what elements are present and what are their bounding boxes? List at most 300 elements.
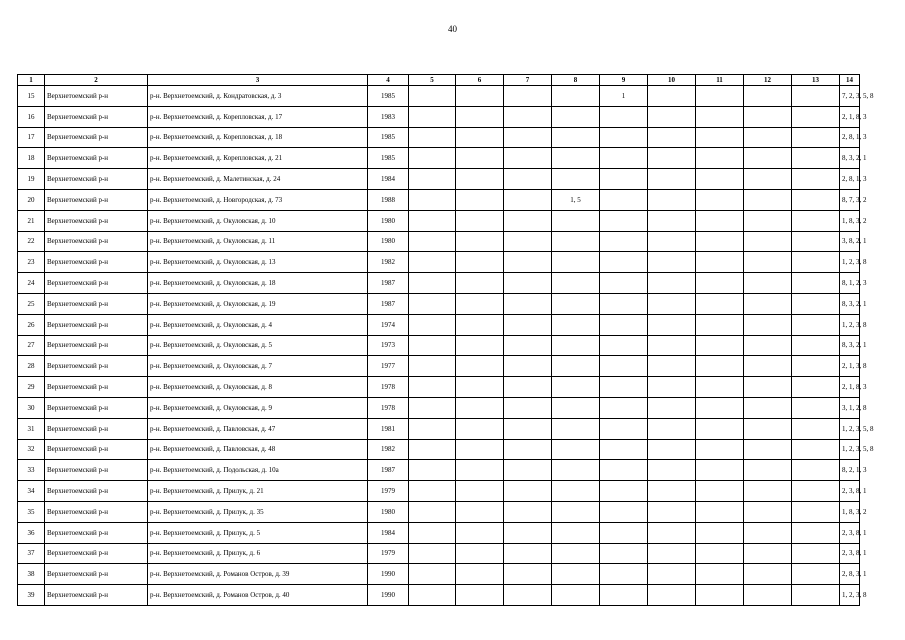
- cell-col-10: [648, 585, 696, 606]
- cell-col-14: 2, 8, 3, 1: [840, 564, 860, 585]
- cell-col-4: 1978: [368, 377, 409, 398]
- column-header-12: 12: [744, 75, 792, 86]
- cell-col-10: [648, 356, 696, 377]
- cell-col-12: [744, 460, 792, 481]
- cell-col-8: 1, 5: [552, 189, 600, 210]
- cell-col-14: 2, 3, 8, 1: [840, 543, 860, 564]
- cell-col-11: [696, 543, 744, 564]
- cell-col-4: 1981: [368, 418, 409, 439]
- cell-col-11: [696, 564, 744, 585]
- cell-col-4: 1979: [368, 481, 409, 502]
- cell-col-2: Верхнетоемский р-н: [45, 564, 148, 585]
- cell-col-6: [456, 397, 504, 418]
- cell-col-13: [792, 106, 840, 127]
- cell-col-3: р-н. Верхнетоемский, д. Павловская, д. 47: [148, 418, 368, 439]
- cell-col-12: [744, 335, 792, 356]
- cell-col-13: [792, 189, 840, 210]
- cell-col-9: [600, 106, 648, 127]
- cell-col-1: 25: [18, 293, 45, 314]
- cell-col-13: [792, 418, 840, 439]
- table-row: [18, 293, 860, 314]
- cell-col-8: [552, 169, 600, 190]
- cell-col-9: 1: [600, 86, 648, 107]
- cell-col-6: [456, 356, 504, 377]
- cell-col-7: [504, 439, 552, 460]
- cell-col-12: [744, 564, 792, 585]
- cell-col-14: 8, 7, 3, 2: [840, 189, 860, 210]
- cell-col-8: [552, 377, 600, 398]
- cell-col-8: [552, 543, 600, 564]
- cell-col-9: [600, 293, 648, 314]
- table-row: [18, 252, 860, 273]
- cell-col-8: [552, 481, 600, 502]
- cell-col-10: [648, 501, 696, 522]
- cell-col-9: [600, 314, 648, 335]
- cell-col-14: 1, 8, 3, 2: [840, 501, 860, 522]
- cell-col-6: [456, 481, 504, 502]
- cell-col-9: [600, 460, 648, 481]
- cell-col-13: [792, 335, 840, 356]
- cell-col-14: 2, 3, 8, 1: [840, 522, 860, 543]
- cell-col-13: [792, 460, 840, 481]
- cell-col-11: [696, 148, 744, 169]
- cell-col-2: Верхнетоемский р-н: [45, 231, 148, 252]
- cell-col-14: 7, 2, 3, 5, 8: [840, 86, 860, 107]
- cell-col-9: [600, 356, 648, 377]
- cell-col-11: [696, 231, 744, 252]
- table-row: [18, 231, 860, 252]
- cell-col-9: [600, 564, 648, 585]
- cell-col-7: [504, 356, 552, 377]
- cell-col-3: р-н. Верхнетоемский, д. Корепловская, д. 21: [148, 148, 368, 169]
- cell-col-4: 1982: [368, 252, 409, 273]
- cell-col-14: 3, 8, 2, 1: [840, 231, 860, 252]
- cell-col-2: Верхнетоемский р-н: [45, 189, 148, 210]
- cell-col-1: 16: [18, 106, 45, 127]
- cell-col-3: р-н. Верхнетоемский, д. Прилук, д. 6: [148, 543, 368, 564]
- cell-col-8: [552, 564, 600, 585]
- cell-col-3: р-н. Верхнетоемский, д. Окуловская, д. 9: [148, 397, 368, 418]
- column-header-2: 2: [45, 75, 148, 86]
- cell-col-8: [552, 501, 600, 522]
- cell-col-9: [600, 397, 648, 418]
- cell-col-13: [792, 273, 840, 294]
- cell-col-7: [504, 273, 552, 294]
- table-row: [18, 335, 860, 356]
- cell-col-3: р-н. Верхнетоемский, д. Новгородская, д. 73: [148, 189, 368, 210]
- cell-col-10: [648, 106, 696, 127]
- cell-col-9: [600, 148, 648, 169]
- cell-col-14: 3, 1, 2, 8: [840, 397, 860, 418]
- cell-col-8: [552, 127, 600, 148]
- cell-col-5: [409, 169, 456, 190]
- column-header-3: 3: [148, 75, 368, 86]
- cell-col-5: [409, 252, 456, 273]
- cell-col-11: [696, 86, 744, 107]
- cell-col-1: 32: [18, 439, 45, 460]
- cell-col-3: р-н. Верхнетоемский, д. Окуловская, д. 5: [148, 335, 368, 356]
- cell-col-5: [409, 189, 456, 210]
- cell-col-13: [792, 127, 840, 148]
- cell-col-2: Верхнетоемский р-н: [45, 106, 148, 127]
- table-row: [18, 314, 860, 335]
- cell-col-12: [744, 273, 792, 294]
- cell-col-5: [409, 106, 456, 127]
- cell-col-4: 1985: [368, 86, 409, 107]
- cell-col-7: [504, 231, 552, 252]
- cell-col-6: [456, 522, 504, 543]
- cell-col-1: 15: [18, 86, 45, 107]
- cell-col-14: 1, 2, 3, 8: [840, 585, 860, 606]
- cell-col-2: Верхнетоемский р-н: [45, 585, 148, 606]
- cell-col-6: [456, 252, 504, 273]
- cell-col-5: [409, 522, 456, 543]
- cell-col-2: Верхнетоемский р-н: [45, 439, 148, 460]
- cell-col-3: р-н. Верхнетоемский, д. Корепловская, д. 18: [148, 127, 368, 148]
- cell-col-1: 19: [18, 169, 45, 190]
- cell-col-7: [504, 86, 552, 107]
- cell-col-6: [456, 314, 504, 335]
- cell-col-13: [792, 231, 840, 252]
- cell-col-5: [409, 439, 456, 460]
- cell-col-14: 2, 3, 8, 1: [840, 481, 860, 502]
- cell-col-6: [456, 127, 504, 148]
- cell-col-7: [504, 127, 552, 148]
- cell-col-5: [409, 564, 456, 585]
- cell-col-10: [648, 564, 696, 585]
- cell-col-13: [792, 439, 840, 460]
- cell-col-8: [552, 106, 600, 127]
- cell-col-6: [456, 86, 504, 107]
- cell-col-1: 24: [18, 273, 45, 294]
- cell-col-4: 1978: [368, 397, 409, 418]
- cell-col-11: [696, 439, 744, 460]
- cell-col-3: р-н. Верхнетоемский, д. Окуловская, д. 19: [148, 293, 368, 314]
- cell-col-11: [696, 335, 744, 356]
- cell-col-8: [552, 148, 600, 169]
- cell-col-10: [648, 169, 696, 190]
- cell-col-1: 17: [18, 127, 45, 148]
- cell-col-5: [409, 273, 456, 294]
- cell-col-4: 1985: [368, 127, 409, 148]
- cell-col-4: 1990: [368, 585, 409, 606]
- cell-col-9: [600, 127, 648, 148]
- cell-col-3: р-н. Верхнетоемский, д. Окуловская, д. 8: [148, 377, 368, 398]
- cell-col-7: [504, 314, 552, 335]
- table-row: [18, 148, 860, 169]
- cell-col-3: р-н. Верхнетоемский, д. Окуловская, д. 13: [148, 252, 368, 273]
- cell-col-6: [456, 585, 504, 606]
- cell-col-1: 29: [18, 377, 45, 398]
- cell-col-13: [792, 522, 840, 543]
- cell-col-4: 1977: [368, 356, 409, 377]
- cell-col-2: Верхнетоемский р-н: [45, 356, 148, 377]
- cell-col-6: [456, 564, 504, 585]
- cell-col-13: [792, 293, 840, 314]
- cell-col-7: [504, 522, 552, 543]
- cell-col-6: [456, 210, 504, 231]
- table-row: [18, 439, 860, 460]
- cell-col-4: 1987: [368, 273, 409, 294]
- cell-col-4: 1980: [368, 231, 409, 252]
- cell-col-12: [744, 585, 792, 606]
- cell-col-11: [696, 293, 744, 314]
- cell-col-1: 23: [18, 252, 45, 273]
- cell-col-4: 1973: [368, 335, 409, 356]
- cell-col-7: [504, 585, 552, 606]
- cell-col-1: 31: [18, 418, 45, 439]
- cell-col-2: Верхнетоемский р-н: [45, 210, 148, 231]
- cell-col-10: [648, 418, 696, 439]
- cell-col-8: [552, 314, 600, 335]
- cell-col-13: [792, 397, 840, 418]
- cell-col-8: [552, 439, 600, 460]
- cell-col-3: р-н. Верхнетоемский, д. Романов Остров, д. 39: [148, 564, 368, 585]
- cell-col-6: [456, 543, 504, 564]
- cell-col-12: [744, 501, 792, 522]
- cell-col-9: [600, 189, 648, 210]
- table-row: [18, 210, 860, 231]
- cell-col-10: [648, 314, 696, 335]
- cell-col-14: 1, 2, 3, 5, 8: [840, 439, 860, 460]
- cell-col-3: р-н. Верхнетоемский, д. Подольская, д. 10а: [148, 460, 368, 481]
- cell-col-4: 1979: [368, 543, 409, 564]
- cell-col-9: [600, 439, 648, 460]
- cell-col-12: [744, 522, 792, 543]
- cell-col-7: [504, 543, 552, 564]
- cell-col-5: [409, 293, 456, 314]
- cell-col-6: [456, 377, 504, 398]
- cell-col-5: [409, 314, 456, 335]
- cell-col-6: [456, 501, 504, 522]
- cell-col-7: [504, 460, 552, 481]
- cell-col-8: [552, 397, 600, 418]
- cell-col-10: [648, 439, 696, 460]
- cell-col-2: Верхнетоемский р-н: [45, 335, 148, 356]
- table-row: [18, 397, 860, 418]
- cell-col-6: [456, 106, 504, 127]
- cell-col-8: [552, 252, 600, 273]
- cell-col-2: Верхнетоемский р-н: [45, 481, 148, 502]
- cell-col-3: р-н. Верхнетоемский, д. Прилук, д. 5: [148, 522, 368, 543]
- table-row: [18, 418, 860, 439]
- cell-col-4: 1974: [368, 314, 409, 335]
- cell-col-9: [600, 585, 648, 606]
- cell-col-11: [696, 273, 744, 294]
- cell-col-4: 1987: [368, 293, 409, 314]
- cell-col-6: [456, 460, 504, 481]
- cell-col-6: [456, 169, 504, 190]
- cell-col-1: 33: [18, 460, 45, 481]
- cell-col-1: 39: [18, 585, 45, 606]
- cell-col-13: [792, 585, 840, 606]
- cell-col-11: [696, 356, 744, 377]
- cell-col-2: Верхнетоемский р-н: [45, 377, 148, 398]
- cell-col-3: р-н. Верхнетоемский, д. Романов Остров, д. 40: [148, 585, 368, 606]
- cell-col-8: [552, 210, 600, 231]
- cell-col-10: [648, 252, 696, 273]
- cell-col-2: Верхнетоемский р-н: [45, 543, 148, 564]
- cell-col-8: [552, 418, 600, 439]
- table-row: [18, 127, 860, 148]
- cell-col-12: [744, 481, 792, 502]
- cell-col-10: [648, 86, 696, 107]
- cell-col-5: [409, 543, 456, 564]
- cell-col-12: [744, 210, 792, 231]
- cell-col-1: 22: [18, 231, 45, 252]
- cell-col-11: [696, 169, 744, 190]
- table-header-row: [18, 75, 860, 86]
- cell-col-10: [648, 377, 696, 398]
- cell-col-4: 1984: [368, 169, 409, 190]
- cell-col-1: 21: [18, 210, 45, 231]
- column-header-13: 13: [792, 75, 840, 86]
- cell-col-5: [409, 501, 456, 522]
- cell-col-1: 35: [18, 501, 45, 522]
- table-row: [18, 189, 860, 210]
- column-header-6: 6: [456, 75, 504, 86]
- cell-col-5: [409, 397, 456, 418]
- table-row: [18, 481, 860, 502]
- cell-col-8: [552, 356, 600, 377]
- cell-col-10: [648, 231, 696, 252]
- cell-col-14: 8, 3, 2, 1: [840, 148, 860, 169]
- table-row: [18, 106, 860, 127]
- cell-col-10: [648, 273, 696, 294]
- cell-col-6: [456, 418, 504, 439]
- cell-col-6: [456, 273, 504, 294]
- cell-col-1: 30: [18, 397, 45, 418]
- cell-col-10: [648, 127, 696, 148]
- cell-col-7: [504, 252, 552, 273]
- cell-col-14: 2, 8, 1, 3: [840, 169, 860, 190]
- cell-col-13: [792, 481, 840, 502]
- table-body: [18, 86, 874, 606]
- cell-col-4: 1987: [368, 460, 409, 481]
- cell-col-2: Верхнетоемский р-н: [45, 522, 148, 543]
- cell-col-1: 38: [18, 564, 45, 585]
- cell-col-8: [552, 585, 600, 606]
- cell-col-13: [792, 252, 840, 273]
- column-header-1: 1: [18, 75, 45, 86]
- table-row: [18, 460, 860, 481]
- cell-col-12: [744, 397, 792, 418]
- cell-col-14: 1, 2, 3, 8: [840, 252, 860, 273]
- cell-col-5: [409, 127, 456, 148]
- cell-col-7: [504, 377, 552, 398]
- cell-col-8: [552, 335, 600, 356]
- cell-col-1: 18: [18, 148, 45, 169]
- cell-col-6: [456, 439, 504, 460]
- cell-col-7: [504, 564, 552, 585]
- cell-col-9: [600, 481, 648, 502]
- cell-col-12: [744, 127, 792, 148]
- cell-col-14: 2, 1, 3, 8: [840, 356, 860, 377]
- cell-col-6: [456, 189, 504, 210]
- column-header-9: 9: [600, 75, 648, 86]
- column-header-14: 14: [840, 75, 860, 86]
- cell-col-12: [744, 377, 792, 398]
- cell-col-14: 1, 2, 3, 8: [840, 314, 860, 335]
- cell-col-9: [600, 210, 648, 231]
- cell-col-14: 2, 8, 1, 3: [840, 127, 860, 148]
- cell-col-9: [600, 501, 648, 522]
- column-header-8: 8: [552, 75, 600, 86]
- cell-col-2: Верхнетоемский р-н: [45, 148, 148, 169]
- cell-col-5: [409, 356, 456, 377]
- cell-col-2: Верхнетоемский р-н: [45, 397, 148, 418]
- cell-col-12: [744, 356, 792, 377]
- table-row: [18, 564, 860, 585]
- cell-col-2: Верхнетоемский р-н: [45, 86, 148, 107]
- cell-col-12: [744, 252, 792, 273]
- cell-col-13: [792, 356, 840, 377]
- cell-col-1: 27: [18, 335, 45, 356]
- cell-col-3: р-н. Верхнетоемский, д. Малетинская, д. 24: [148, 169, 368, 190]
- cell-col-13: [792, 210, 840, 231]
- cell-col-8: [552, 86, 600, 107]
- cell-col-11: [696, 585, 744, 606]
- cell-col-3: р-н. Верхнетоемский, д. Окуловская, д. 7: [148, 356, 368, 377]
- table-row: [18, 522, 860, 543]
- cell-col-1: 37: [18, 543, 45, 564]
- cell-col-13: [792, 564, 840, 585]
- cell-col-7: [504, 481, 552, 502]
- cell-col-2: Верхнетоемский р-н: [45, 252, 148, 273]
- cell-col-7: [504, 210, 552, 231]
- cell-col-11: [696, 210, 744, 231]
- table-row: [18, 377, 860, 398]
- cell-col-9: [600, 522, 648, 543]
- cell-col-4: 1983: [368, 106, 409, 127]
- column-header-7: 7: [504, 75, 552, 86]
- cell-col-5: [409, 481, 456, 502]
- cell-col-4: 1982: [368, 439, 409, 460]
- cell-col-1: 34: [18, 481, 45, 502]
- cell-col-8: [552, 231, 600, 252]
- cell-col-12: [744, 439, 792, 460]
- cell-col-9: [600, 543, 648, 564]
- cell-col-11: [696, 377, 744, 398]
- cell-col-14: 2, 1, 8, 3: [840, 106, 860, 127]
- cell-col-8: [552, 273, 600, 294]
- cell-col-7: [504, 418, 552, 439]
- cell-col-4: 1985: [368, 148, 409, 169]
- cell-col-11: [696, 252, 744, 273]
- cell-col-9: [600, 252, 648, 273]
- cell-col-12: [744, 106, 792, 127]
- cell-col-12: [744, 169, 792, 190]
- cell-col-5: [409, 335, 456, 356]
- cell-col-2: Верхнетоемский р-н: [45, 418, 148, 439]
- column-header-5: 5: [409, 75, 456, 86]
- cell-col-2: Верхнетоемский р-н: [45, 501, 148, 522]
- cell-col-11: [696, 460, 744, 481]
- cell-col-12: [744, 189, 792, 210]
- cell-col-14: 2, 1, 8, 3: [840, 377, 860, 398]
- cell-col-9: [600, 231, 648, 252]
- cell-col-11: [696, 397, 744, 418]
- column-header-10: 10: [648, 75, 696, 86]
- cell-col-8: [552, 460, 600, 481]
- cell-col-1: 26: [18, 314, 45, 335]
- cell-col-12: [744, 231, 792, 252]
- cell-col-10: [648, 189, 696, 210]
- cell-col-13: [792, 543, 840, 564]
- cell-col-13: [792, 377, 840, 398]
- cell-col-14: 1, 8, 3, 2: [840, 210, 860, 231]
- cell-col-7: [504, 501, 552, 522]
